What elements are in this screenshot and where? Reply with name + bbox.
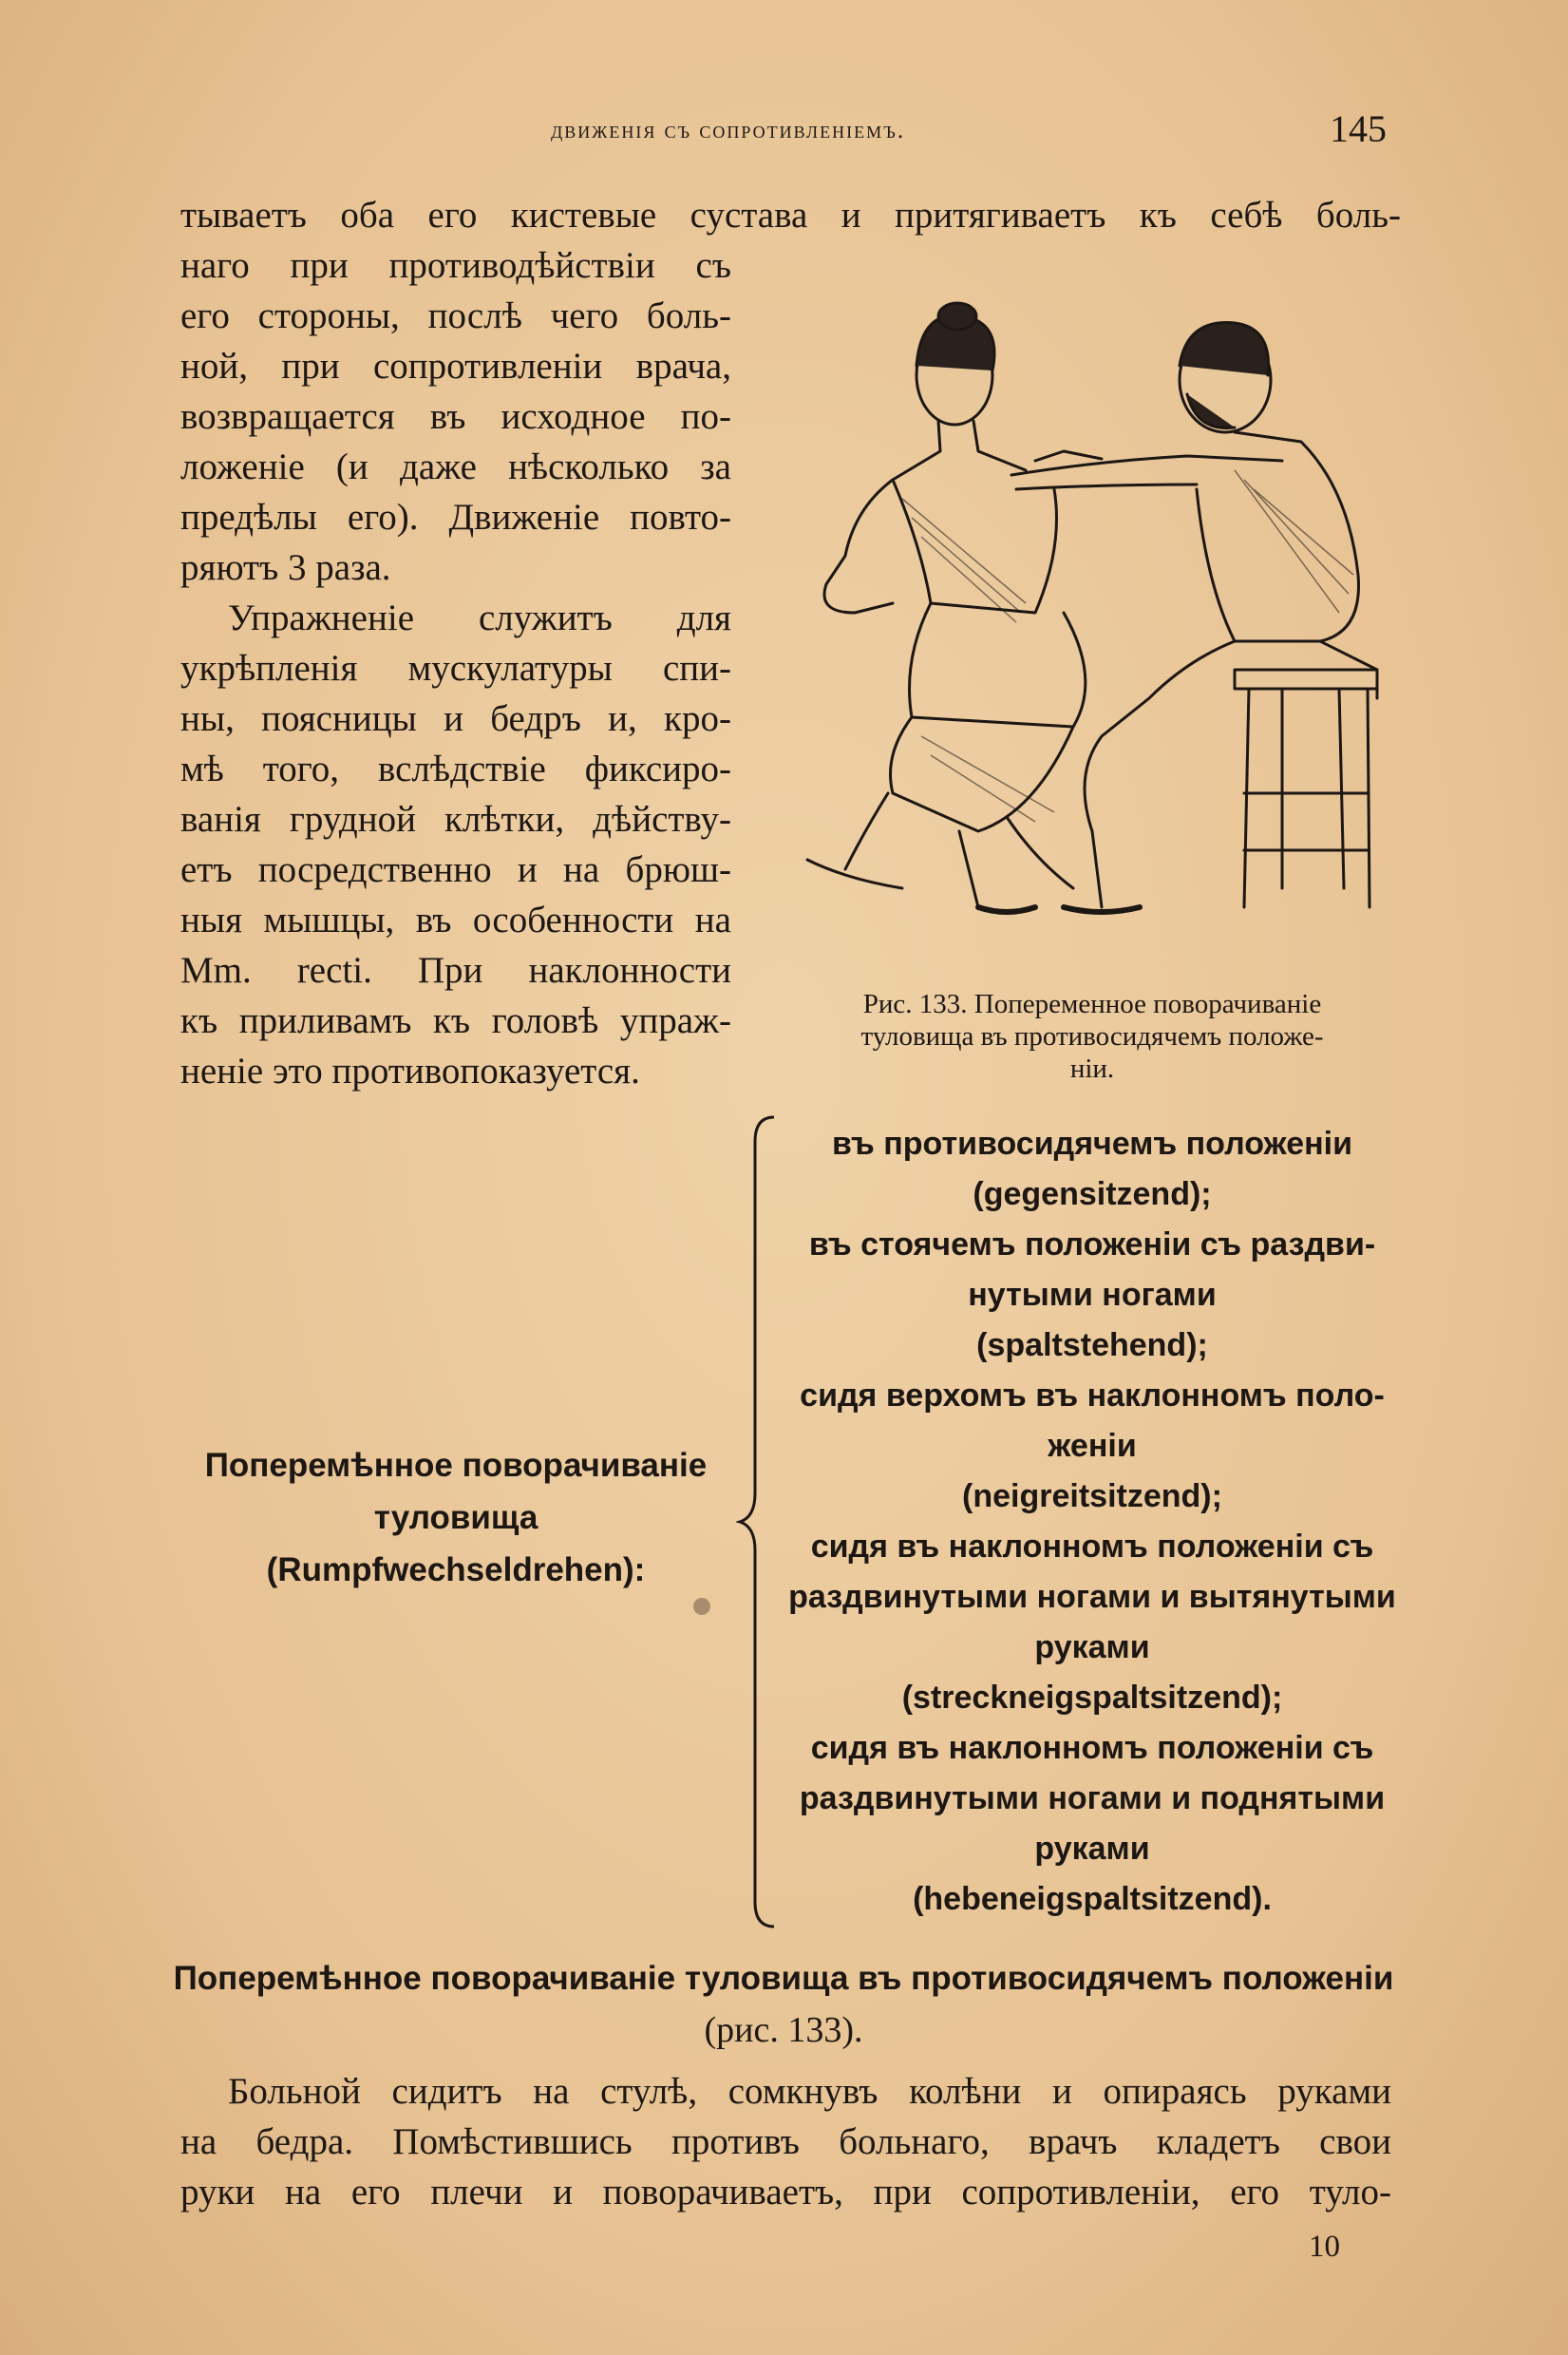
variant-line: сидя въ наклонномъ положеніи съ (810, 1730, 1374, 1766)
paragraph-line: на бедра. Помѣстившись противъ больнаго, врачъ кладетъ свои (180, 2121, 1391, 2162)
variant-line: раздвинутыми ногами и вытянутыми (788, 1579, 1396, 1615)
top-paragraph-column (180, 240, 731, 1096)
exercise-title (180, 1439, 731, 1596)
variant-line: нутыми ногами (968, 1277, 1217, 1313)
paragraph-line: предѣлы его). Движеніе повто- (180, 497, 731, 538)
variant-line: раздвинутыми ногами и поднятыми (799, 1780, 1386, 1816)
second-paragraph (180, 593, 731, 1096)
variant-line: (neigreitsitzend); (962, 1478, 1222, 1514)
variant-line: сидя верхомъ въ наклонномъ поло- (800, 1377, 1385, 1414)
exercise-title-line: туловища (373, 1499, 538, 1536)
paragraph-line: его стороны, послѣ чего боль- (180, 295, 731, 336)
bottom-paragraph (180, 2066, 1391, 2217)
paragraph-line: наго при противодѣйствіи съ (180, 245, 731, 286)
exercise-title-line: Поперемѣнное поворачиваніе (204, 1447, 708, 1484)
running-header: движенія съ сопротивленіемъ. (551, 118, 906, 143)
variant-line: (gegensitzend); (973, 1176, 1212, 1212)
variant-line: (hebeneigspaltsitzend). (913, 1881, 1272, 1917)
section-subheading (171, 1952, 1396, 2057)
variant-line: (spaltstehend); (976, 1327, 1208, 1363)
exercise-variants-list (779, 1119, 1406, 1925)
paragraph-line: ряютъ 3 раза. (180, 547, 391, 588)
variant-line: въ противосидячемъ положеніи (831, 1126, 1353, 1162)
paragraph-line: ныя мышцы, въ особенности на (180, 900, 731, 940)
paragraph-line: укрѣпленія мускулатуры спи- (180, 648, 731, 689)
paragraph-line: ванія грудной клѣтки, дѣйству- (180, 799, 731, 840)
variant-line: въ стоячемъ положеніи съ раздви- (808, 1226, 1376, 1263)
paragraph-line: ложеніе (и даже нѣсколько за (180, 446, 731, 487)
variant-line: женіи (1048, 1428, 1137, 1464)
paragraph-line: Mm. recti. При наклонности (180, 950, 731, 991)
page-number: 145 (1330, 107, 1387, 150)
figure-caption (779, 988, 1406, 1085)
variant-line: сидя въ наклонномъ положеніи съ (810, 1529, 1374, 1565)
top-paragraph (180, 190, 1401, 240)
subheading-text: Поперемѣнное поворачиваніе туловища въ противосидячемъ положеніи (173, 1960, 1394, 1997)
paragraph-line: руки на его плечи и поворачиваетъ, при сопротивленіи, его туло- (180, 2172, 1391, 2213)
paragraph-line: возвращается въ исходное по- (180, 396, 731, 437)
paragraph-line: Больной сидитъ на стулѣ, сомкнувъ колѣни и опираясь руками (228, 2071, 1391, 2112)
paragraph-line: ны, поясницы и бедръ и, кро- (180, 698, 731, 739)
caption-line: ніи. (1069, 1054, 1115, 1084)
caption-line: Рис. 133. Попеременное поворачиваніе (862, 989, 1322, 1019)
figure-illustration (788, 299, 1396, 945)
variant-line: руками (1034, 1629, 1150, 1665)
caption-line: туловища въ противосидячемъ положе- (860, 1021, 1324, 1052)
signature-mark: 10 (1309, 2230, 1340, 2264)
paragraph-line: тываетъ оба его кистевые сустава и притягиваетъ къ себѣ боль- (180, 195, 1401, 236)
curly-brace-icon (736, 1113, 784, 1930)
variant-line: (streckneigspaltsitzend); (901, 1680, 1283, 1716)
paragraph-line: къ приливамъ къ головѣ упраж- (180, 1000, 731, 1041)
variant-line: руками (1034, 1831, 1150, 1867)
paragraph-line: ной, при сопротивленіи врача, (180, 346, 731, 387)
exercise-title-line: (Rumpfwechseldrehen): (266, 1551, 646, 1588)
paragraph-line: етъ посредственно и на брюш- (180, 849, 731, 890)
paragraph-line: неніе это противопоказуется. (180, 1051, 640, 1092)
ink-spot (693, 1598, 710, 1615)
paragraph-line: мѣ того, вслѣдствіе фиксиро- (180, 749, 731, 789)
figure-reference: (рис. 133). (704, 2010, 863, 2050)
paragraph-line: Упражненіе служитъ для (228, 598, 731, 638)
